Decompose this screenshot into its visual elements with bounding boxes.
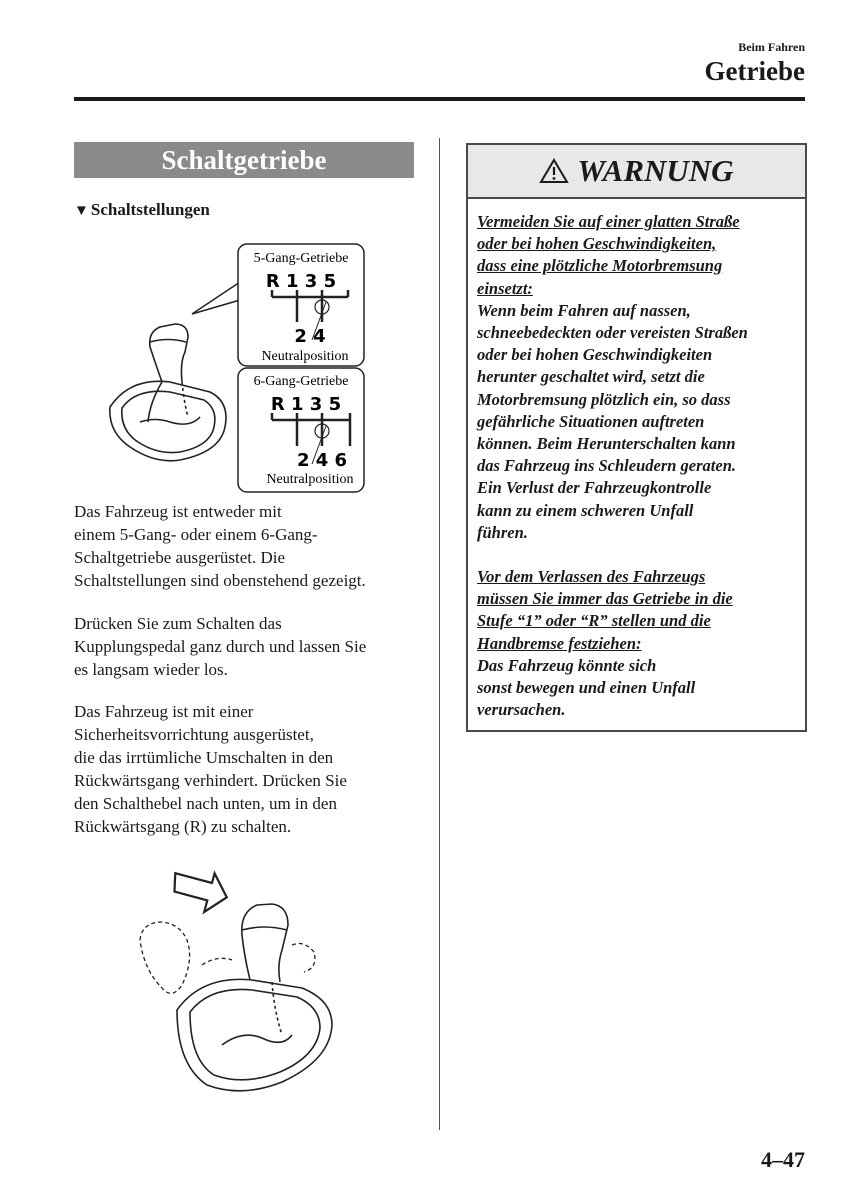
section-title: Schaltgetriebe — [74, 142, 414, 178]
callout-pointer — [192, 282, 240, 314]
push-down-arrow-icon — [168, 864, 232, 917]
six-speed-top-gears: R 1 3 5 — [270, 394, 342, 415]
warning-box — [466, 143, 807, 732]
reverse-shift-figure — [132, 860, 362, 1100]
gear-lever-illustration — [110, 324, 226, 461]
dashed-lever-positions — [140, 922, 315, 993]
warning-text: Vermeiden Sie auf einer glatten Straße oder bei hohen Geschwindigkeiten, dass eine plötzliche Motorbremsung einsetzt: Wenn beim Fahren auf nassen, schneebedeckten oder vereisten Straßen oder bei hohen Geschwindigkeiten herunter geschaltet wird, setzt die Motorbremsung plötzlich ein, so dass gefährliche Situationen auftreten können. Beim Herunterschalten kann das Fahrzeug ins Schleudern geraten. Ein Verlust der Fahrzeugkontrolle kann zu einem schweren Unfall führen. Vor dem Verlassen des Fahrzeugs müssen Sie immer das Getriebe in die Stufe “1” oder “R” stellen und die Handbremse festziehen: Das Fahrzeug könnte sich sonst bewegen und einen Unfall verursachen. — [477, 212, 748, 720]
page-title: Getriebe — [704, 56, 805, 86]
page-number: 4–47 — [761, 1147, 805, 1172]
six-speed-title: 6-Gang-Getriebe — [253, 374, 349, 389]
subsection-heading — [74, 200, 210, 220]
six-speed-caption: Neutralposition — [266, 472, 354, 487]
triangle-marker-icon: ▼ — [74, 203, 89, 219]
five-speed-title: 5-Gang-Getriebe — [253, 251, 349, 266]
five-speed-bottom-gears: 2 4 — [294, 326, 326, 347]
paragraph-reverse-lock: Das Fahrzeug ist mit einer Sicherheitsvorrichtung ausgerüstet, die das irrtümliche Umschalten in den Rückwärtsgang verhindert. Drücken Sie den Schalthebel nach unten, um in den Rückwärtsgang (R) zu schalten. — [74, 702, 347, 836]
five-speed-top-gears: R 1 3 5 — [265, 271, 337, 292]
paragraph-transmission-types: Das Fahrzeug ist entweder mit einem 5-Gang- oder einem 6-Gang- Schaltgetriebe ausgerüstet. Die Schaltstellungen sind obenstehend gezeigt. — [74, 502, 366, 590]
paragraph-clutch: Drücken Sie zum Schalten das Kupplungspedal ganz durch und lassen Sie es langsam wieder los. — [74, 614, 367, 679]
shift-pattern-figure — [100, 242, 390, 494]
six-speed-bottom-gears: 2 4 6 — [296, 450, 348, 471]
reverse-lever-illustration — [177, 904, 332, 1091]
header-rule — [74, 97, 805, 101]
five-speed-caption: Neutralposition — [261, 349, 349, 364]
warning-title: WARNUNG — [577, 153, 734, 188]
warning-header — [468, 145, 805, 199]
column-divider — [439, 138, 440, 1130]
subsection-title: Schaltstellungen — [90, 200, 210, 219]
chapter-label: Beim Fahren — [738, 40, 805, 54]
warning-triangle-icon — [539, 158, 569, 184]
